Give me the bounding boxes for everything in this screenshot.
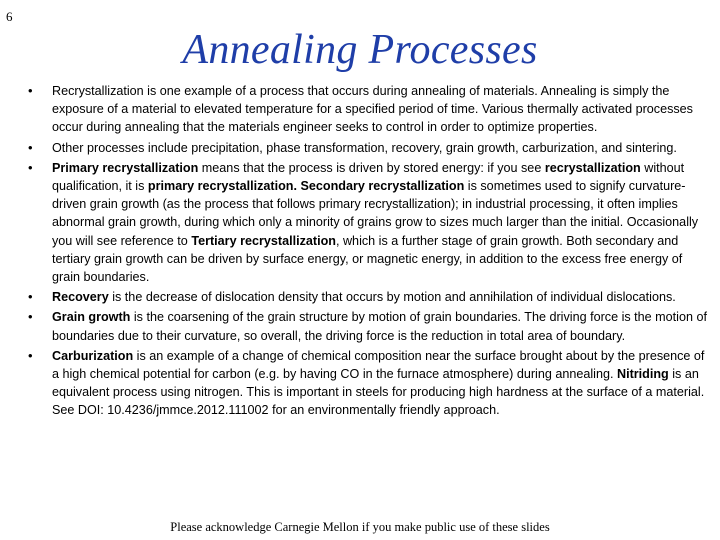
bullet-item-recrystallization [28, 82, 708, 137]
bullet-item-grain-growth [28, 308, 708, 344]
bullet-dot: • [28, 159, 33, 175]
term-tertiary-recrystallization: Tertiary recrystallization [191, 233, 336, 248]
bullet-text [52, 290, 676, 304]
bullet-dot: • [28, 309, 33, 325]
slide-title: Annealing Processes [182, 27, 538, 73]
bullet-text [52, 310, 707, 342]
bullet-text [52, 161, 698, 284]
term-carburization: Carburization [52, 348, 134, 363]
term-recovery: Recovery [52, 290, 109, 305]
text-run: . [293, 179, 301, 194]
term-primary-recrystallization: Primary recrystallization [52, 160, 199, 175]
text-run: is an equivalent process using nitrogen. This is important in steels for producing high hardness at the surface of a material. See DOI: 10.4236/jmmce.2012.111002 for an environmentally friendly approach. [52, 367, 705, 418]
text-run: means that the process is driven by stored energy: if you see [198, 160, 545, 175]
bullet-dot: • [28, 83, 33, 98]
term-secondary-recrystallization: Secondary recrystallization [300, 179, 465, 194]
term-nitriding: Nitriding [616, 367, 669, 382]
text-run: is an example of a change of chemical composition near the surface brought about by the presence of a high chemical potential for carbon (e.g. by having CO in the furnace atmosphere) during annealing. [52, 348, 705, 382]
bullet-item-carburization [28, 347, 708, 420]
bullet-dot: • [28, 139, 33, 155]
text-run: is the decrease of dislocation density that occurs by motion and annihilation of individual dislocations. [108, 290, 676, 305]
text-run: , which is a further stage of grain growth. Both secondary and tertiary grain growth can be driven by surface energy, or magnetic energy, in addition to the excess free energy of grain boundaries. [52, 233, 683, 285]
bullet-text [52, 349, 704, 418]
footer-acknowledgement: Please acknowledge Carnegie Mellon if you make public use of these slides [170, 520, 550, 534]
bullet-item-other-processes [28, 139, 708, 157]
slide-number: 6 [6, 9, 13, 24]
bullet-text: Other processes include precipitation, phase transformation, recovery, grain growth, carburization, and sintering. [52, 140, 677, 155]
term-recrystallization: recrystallization [544, 160, 641, 175]
bullet-item-primary-recrystallization [28, 159, 708, 286]
term-primary-recrystallization-2: primary recrystallization [147, 179, 294, 194]
term-grain-growth: Grain growth [52, 310, 131, 325]
bullet-dot: • [28, 289, 33, 305]
text-run: is sometimes used to signify curvature-driven grain growth (as the process that follows primary recrystallization); in industrial processing, it often implies abnormal grain growth, during which only a minority of grains grow to sizes much larger than the initial. Occasionally you will see reference to [52, 179, 699, 248]
bullet-text: Recrystallization is one example of a process that occurs during annealing of materials. Annealing is simply the exposure of a material to elevated temperature for a specified period of time. Various thermally activated processes occur during annealing that the materials engineer seeks to control in order to optimize properties. [52, 84, 693, 135]
text-run: is the coarsening of the grain structure by motion of grain boundaries. The driving force is the motion of boundaries due to their curvature, so overall, the driving force is the reduction in total area of boundary. [52, 310, 707, 343]
text-run: without qualification, it is [52, 160, 685, 194]
bullet-item-recovery [28, 288, 708, 306]
bullet-list [28, 82, 708, 422]
bullet-dot: • [28, 347, 33, 363]
